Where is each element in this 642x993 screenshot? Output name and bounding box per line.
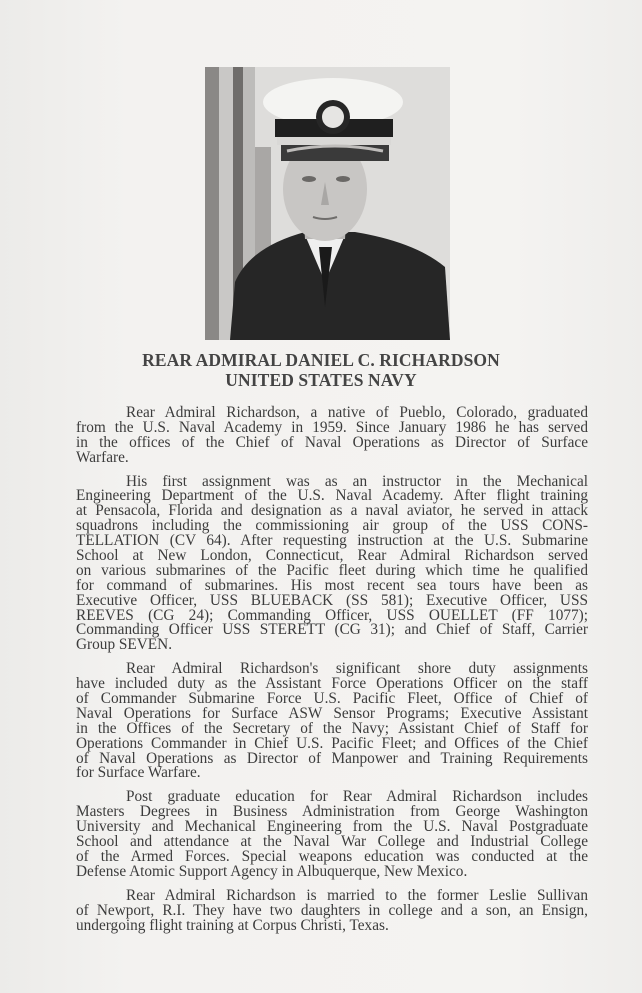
text-line: Commanding Officer USS STERETT (CG 31); and Chief of Staff, Carrier: [76, 621, 588, 639]
paragraph-education-summary: [76, 406, 588, 466]
page-title: REAR ADMIRAL DANIEL C. RICHARDSON: [142, 350, 500, 370]
page-subtitle: UNITED STATES NAVY: [225, 370, 417, 390]
text-line: of the Armed Forces. Special weapons education was conducted at the: [76, 847, 588, 865]
text-line: of Commander Submarine Force U.S. Pacific Fleet, Office of Chief of: [76, 690, 588, 708]
text-line: University and Mechanical Engineering from the U.S. Naval Postgraduate: [76, 818, 588, 836]
paragraph-family: [76, 886, 588, 934]
text-line: for command of submarines. His most recent sea tours have been as: [76, 576, 588, 594]
text-line: Executive Officer, USS BLUEBACK (SS 581); Executive Officer, USS: [76, 591, 588, 609]
portrait-illustration: [205, 67, 450, 340]
text-line: have included duty as the Assistant Force Operations Officer on the staff: [76, 675, 588, 693]
text-line: at Pensacola, Florida and designation as a naval aviator, he served in attack: [76, 502, 588, 520]
paragraph-sea-duty: [76, 472, 588, 654]
text-line: on various submarines of the Pacific fleet during which time he qualified: [76, 561, 588, 579]
text-line: Defense Atomic Support Agency in Albuquerque, New Mexico.: [76, 862, 468, 880]
text-line: TELLATION (CV 64). After requesting instruction at the U.S. Submarine: [76, 532, 588, 550]
text-line: Rear Admiral Richardson's significant shore duty assignments: [126, 660, 588, 678]
text-line: squadrons including the commissioning air group of the USS CONS-: [76, 517, 588, 535]
text-line: Group SEVEN.: [76, 636, 173, 654]
text-line: from the U.S. Naval Academy in 1959. Since January 1986 he has served: [76, 418, 588, 436]
text-line: Operations Commander in Chief U.S. Pacific Fleet; and Offices of the Chief: [76, 734, 588, 752]
text-line: Rear Admiral Richardson, a native of Pueblo, Colorado, graduated: [126, 404, 588, 421]
text-line: Masters Degrees in Business Administration from George Washington: [76, 803, 588, 821]
text-line: undergoing flight training at Corpus Christi, Texas.: [76, 916, 389, 934]
text-line: His first assignment was as an instructor in the Mechanical: [126, 472, 588, 490]
paragraph-postgraduate-education: [76, 790, 588, 879]
text-line: School at New London, Connecticut, Rear Admiral Richardson served: [76, 547, 588, 565]
text-line: of Naval Operations as Director of Manpower and Training Requirements: [76, 749, 588, 767]
portrait-photo: [205, 67, 450, 340]
text-line: Post graduate education for Rear Admiral Richardson includes: [126, 788, 588, 806]
text-line: in the Offices of the Secretary of the Navy; Assistant Chief of Staff for: [76, 719, 588, 737]
text-line: Warfare.: [76, 448, 129, 466]
text-line: REEVES (CG 24); Commanding Officer, USS OUELLET (FF 1077);: [76, 606, 588, 624]
text-line: for Surface Warfare.: [76, 764, 201, 782]
paragraph-shore-duty: [76, 662, 588, 781]
text-line: of Newport, R.I. They have two daughters in college and a son, an Ensign,: [76, 901, 588, 919]
text-line: Rear Admiral Richardson is married to the former Leslie Sullivan: [126, 886, 588, 904]
biography-text: [76, 406, 588, 942]
text-line: Naval Operations for Surface ASW Sensor Programs; Executive Assistant: [76, 704, 588, 722]
text-line: in the offices of the Chief of Naval Operations as Director of Surface: [76, 433, 588, 451]
text-line: School and attendance at the Naval War College and Industrial College: [76, 833, 588, 851]
text-line: Engineering Department of the U.S. Naval Academy. After flight training: [76, 487, 588, 505]
